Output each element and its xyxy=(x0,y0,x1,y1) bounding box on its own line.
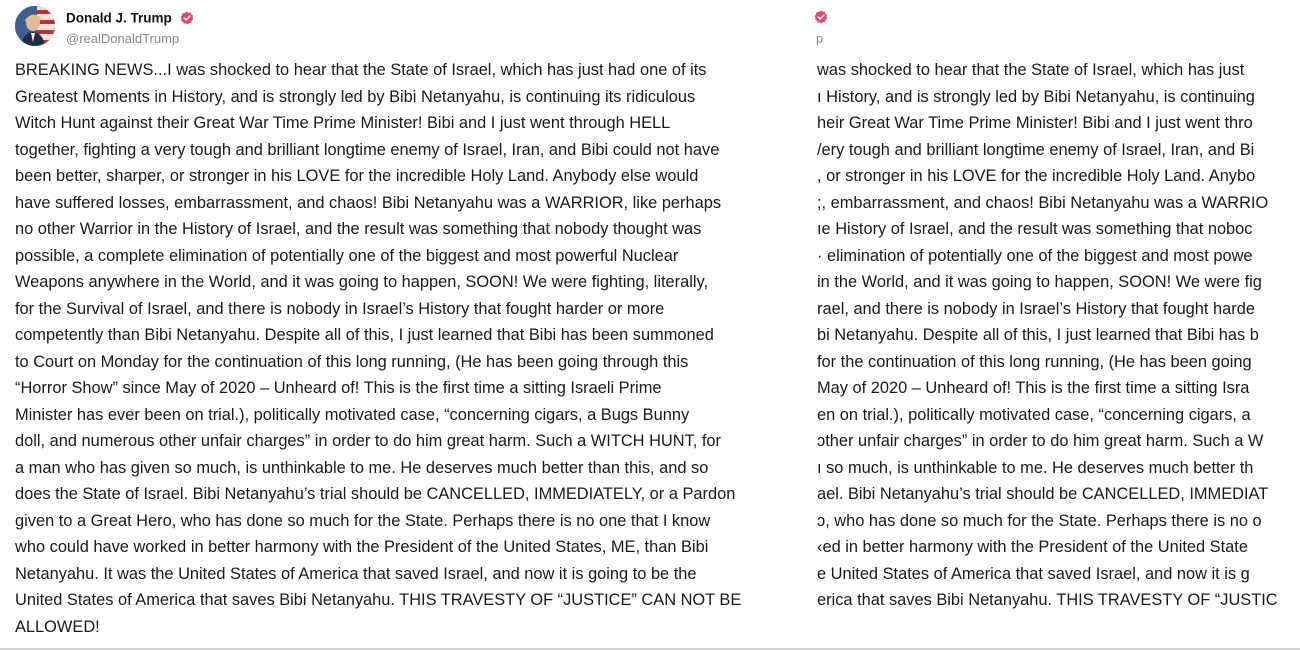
post-text-line: who could have worked in better harmony with the President of the United States, ME, than Bibi xyxy=(15,538,709,556)
post-text-line: ıe History of Israel, and the result was something that noboc xyxy=(817,220,1253,238)
post-text-line: for the continuation of this long running, (He has been going xyxy=(817,352,1252,371)
post-text-line: Greatest Moments in History, and is strongly led by Bibi Netanyahu, is continuing its ridiculous xyxy=(15,87,696,106)
post-text-line: /ery tough and brilliant longtime enemy of Israel, Iran, and Bi xyxy=(817,140,1255,159)
post-text-line: does the State of Israel. Bibi Netanyahu’s trial should be CANCELLED, IMMEDIATELY, or a Pardon xyxy=(15,485,736,503)
post-header xyxy=(15,6,415,48)
post-text-line: · elimination of potentially one of the biggest and most powe xyxy=(817,246,1253,265)
post-text-line: together, fighting a very tough and brilliant longtime enemy of Israel, Iran, and Bibi could not have xyxy=(15,140,720,159)
post-text-line: possible, a complete elimination of potentially one of the biggest and most powerful Nuclear xyxy=(15,246,679,265)
user-handle-fragment: p xyxy=(816,31,824,46)
post-text-line: ɔther unfair charges” in order to do him great harm. Such a W xyxy=(817,432,1264,450)
post-text-line: bi Netanyahu. Despite all of this, I just learned that Bibi has b xyxy=(817,326,1259,344)
post-text-line: ;, embarrassment, and chaos! Bibi Netanyahu was a WARRIO xyxy=(817,193,1269,212)
post-text-line: Minister has ever been on trial.), politically motivated case, “concerning cigars, a Bugs Bunny xyxy=(15,405,690,424)
post-text-line: ı History, and is strongly led by Bibi Netanyahu, is continuing xyxy=(817,87,1255,106)
post-text-line: May of 2020 – Unheard of! This is the first time a sitting Isra xyxy=(817,379,1250,397)
post-text-line: have suffered losses, embarrassment, and chaos! Bibi Netanyahu was a WARRIOR, like perhaps xyxy=(15,193,722,212)
profile-photo-icon xyxy=(15,6,55,46)
post-text-line: doll, and numerous other unfair charges” in order to do him great harm. Such a WITCH HUNT, for xyxy=(15,432,722,450)
avatar[interactable] xyxy=(15,6,55,46)
post-card-right-crop xyxy=(808,0,1300,650)
post-text-line: rael, and there is nobody in Israel’s History that fought harde xyxy=(817,299,1255,318)
post-text-line: no other Warrior in the History of Israel, and the result was something that nobody thought was xyxy=(15,220,702,238)
post-text-line: en on trial.), politically motivated case, “concerning cigars, a xyxy=(817,405,1251,424)
post-text-line: for the Survival of Israel, and there is nobody in Israel’s History that fought harder or more xyxy=(15,299,665,318)
post-text-line: ael. Bibi Netanyahu’s trial should be CANCELLED, IMMEDIAT xyxy=(817,485,1269,503)
post-text-line: competently than Bibi Netanyahu. Despite all of this, I just learned that Bibi has been summoned xyxy=(15,326,714,344)
post-text-line: been better, sharper, or stronger in his LOVE for the incredible Holy Land. Anybody else would xyxy=(15,167,699,185)
post-text-line: Weapons anywhere in the World, and it was going to happen, SOON! We were fighting, literally, xyxy=(15,273,709,291)
post-text-line: a man who has given so much, is unthinkable to me. He deserves much better than this, and so xyxy=(15,458,709,477)
post-text xyxy=(15,57,805,640)
post-text-line: ‹ed in better harmony with the President of the United State xyxy=(817,538,1248,556)
post-text-line: “Horror Show” since May of 2020 – Unheard of! This is the first time a sitting Israeli Prime xyxy=(15,379,662,397)
post-text-line: BREAKING NEWS...I was shocked to hear that the State of Israel, which has just had one of its xyxy=(15,61,707,79)
post-text-line: given to a Great Hero, who has done so much for the State. Perhaps there is no one that I know xyxy=(15,511,711,530)
post-text-line: ɔ, who has done so much for the State. Perhaps there is no o xyxy=(817,511,1262,530)
post-text-line: United States of America that saves Bibi Netanyahu. THIS TRAVESTY OF “JUSTICE” CAN NOT BE xyxy=(15,591,742,609)
display-name[interactable]: Donald J. Trump xyxy=(66,10,172,26)
post-text-crop xyxy=(817,57,1300,614)
verified-badge-icon xyxy=(180,11,194,25)
user-handle[interactable]: @realDonaldTrump xyxy=(66,31,180,46)
post-text-line: e United States of America that saved Israel, and now it is g xyxy=(817,564,1250,583)
post-text-line: ı so much, is unthinkable to me. He deserves much better th xyxy=(817,458,1254,477)
post-text-line: heir Great War Time Prime Minister! Bibi and I just went thro xyxy=(817,114,1253,132)
name-row xyxy=(66,9,194,27)
post-text-line: erica that saves Bibi Netanyahu. THIS TRAVESTY OF “JUSTIC xyxy=(817,591,1278,609)
post-text-line: to Court on Monday for the continuation of this long running, (He has been going through this xyxy=(15,352,689,371)
post-text-line: Netanyahu. It was the United States of America that saved Israel, and now it is going to be the xyxy=(15,564,697,583)
verified-badge-icon xyxy=(814,10,828,24)
post-text-line: was shocked to hear that the State of Israel, which has just xyxy=(817,61,1245,79)
post-text-line: Witch Hunt against their Great War Time Prime Minister! Bibi and I just went through HELL xyxy=(15,114,671,132)
post-text-line: in the World, and it was going to happen, SOON! We were fig xyxy=(817,273,1262,291)
post-text-line: , or stronger in his LOVE for the incredible Holy Land. Anybo xyxy=(817,167,1256,185)
post-text-line: ALLOWED! xyxy=(15,617,100,636)
